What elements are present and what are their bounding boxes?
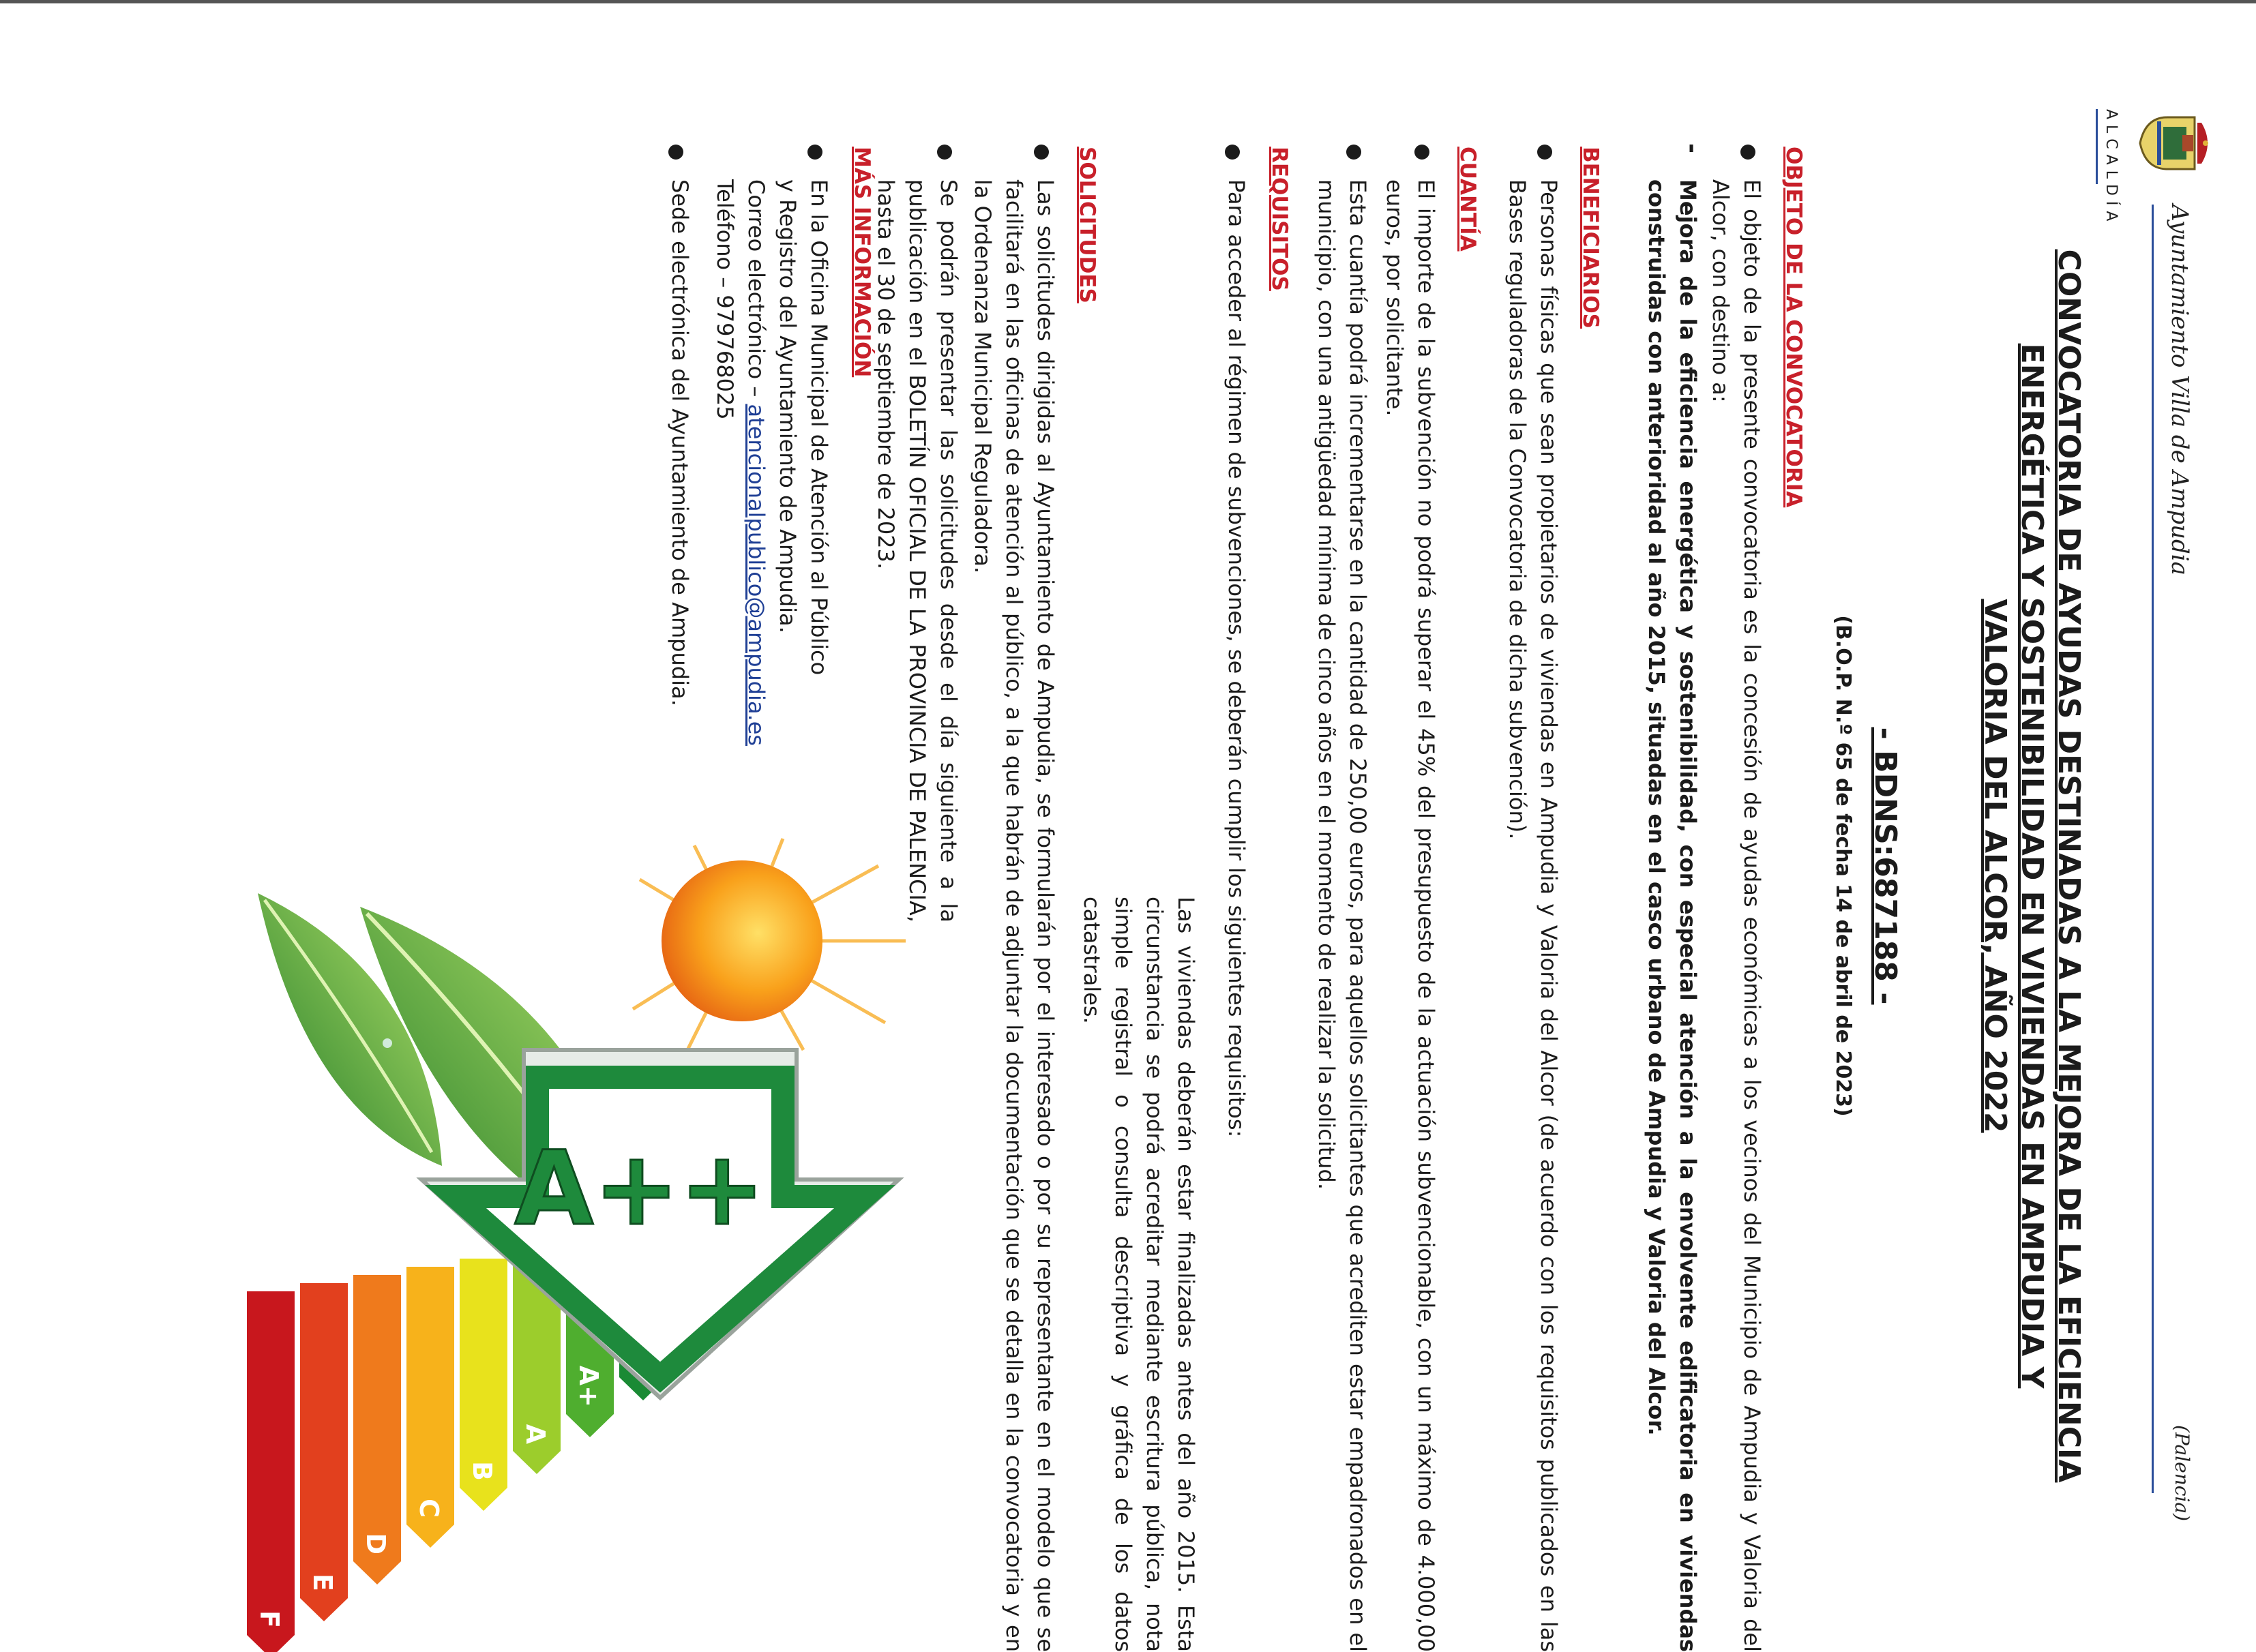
beneficiarios-text: Personas físicas que sean propietarios de viviendas en Ampudia y Valoria del Alcor (de acuerdo con los requisitos publicados en las Bases reguladoras de la Convocatoria de dicha subvención). [1504, 179, 1562, 1652]
rating-bar-label: A+ [574, 1365, 604, 1407]
info-email-row [741, 179, 772, 746]
section-heading-requisitos: REQUISITOS [1267, 147, 1292, 291]
cuantia-text-2: Esta cuantía podrá incrementarse en la cantidad de 250,00 euros, para aquellos solicitantes que acrediten estar empadronados en el municipio, con una antigüedad mínima de cinco años en el momento de realizar la solicitud. [1313, 179, 1371, 1652]
bullet [937, 145, 952, 160]
letterhead-rule [2152, 205, 2154, 1493]
bullet [1740, 145, 1755, 160]
rating-bar-label: C [414, 1499, 444, 1518]
sun-icon [633, 839, 906, 1050]
email-link[interactable]: atencionalpublico@ampudia.es [743, 404, 769, 747]
coat-of-arms-icon [2139, 109, 2214, 177]
info-registry: y Registro del Ayuntamiento de Ampudia. [775, 179, 801, 633]
rating-bar [300, 1283, 348, 1621]
bullet [1414, 145, 1429, 160]
document-title [1976, 157, 2087, 1575]
title-line: CONVOCATORIA DE AYUDAS DESTINADAS A LA MEJORA DE LA EFICIENCIA [2051, 249, 2086, 1483]
dash-marker: - [1678, 143, 1706, 153]
info-sede: Sede electrónica del Ayuntamiento de Ampudia. [667, 179, 693, 706]
section-heading-objeto: OBJETO DE LA CONVOCATORIA [1781, 147, 1806, 508]
rating-label: A++ [514, 1130, 765, 1248]
bop-reference: (B.O.P. N.º 65 de fecha 14 de abril de 2023) [1831, 615, 1855, 1117]
cuantia-text-1: El importe de la subvención no podrá superar el 45% del presupuesto de la actuación subvencionable, con un máximo de 4.000,00 euros, por solicitante. [1382, 179, 1439, 1652]
section-heading-info: MÁS INFORMACIÓN [850, 147, 874, 378]
rating-bar-label: B [467, 1461, 497, 1481]
objeto-text: El objeto de la presente convocatoria es la concesión de ayudas económicas a los vecinos del Municipio de Ampudia y Valoria del Alcor, con destino a: [1708, 179, 1765, 1652]
info-phone: Teléfono – 979768025 [712, 179, 738, 420]
rating-bar-label: A [520, 1424, 550, 1444]
objeto-highlight: Mejora de la eficiencia energética y sostenibilidad, con especial atención a la envolvente edificatoria en viviendas construidas con anterioridad al año 2015, situadas en el casco urbano de Ampudia y Valoria del Alcor. [1644, 179, 1701, 1652]
solicitudes-text-2: Se podrán presentar las solicitudes desde el día siguiente a la publicación en el BOLETÍN OFICIAL DE LA PROVINCIA DE PALENCIA, hasta el 30 de septiembre de 2023. [873, 179, 962, 922]
requisitos-text-2: Las viviendas deberán estar finalizadas antes del año 2015. Esta circunstancia se podrá acreditar mediante escritura pública, nota simple registral o consulta descriptiva y gráfica de los datos catastrales. [1079, 897, 1199, 1652]
info-office: En la Oficina Municipal de Atención al Público [806, 179, 832, 676]
office-label: ALCALDÍA [2103, 109, 2120, 227]
bullet [1225, 145, 1240, 160]
bullet [668, 145, 683, 160]
bullet [1346, 145, 1361, 160]
rating-bar [247, 1291, 295, 1652]
municipality-name: Ayuntamiento Villa de Ampudia [2166, 205, 2193, 575]
section-heading-solicitudes: SOLICITUDES [1075, 147, 1099, 303]
email-label: Correo electrónico – [743, 179, 769, 397]
province-label: (Palencia) [2171, 1425, 2193, 1522]
title-line: VALORIA DEL ALCOR, AÑO 2022 [1978, 599, 2013, 1133]
bdns-code: - BDNS:687188 - [1868, 727, 1903, 1005]
section-heading-cuantia: CUANTÍA [1455, 147, 1480, 252]
rating-bar-label: F [254, 1610, 284, 1628]
bullet [1537, 145, 1552, 160]
rating-bar-label: D [361, 1533, 391, 1555]
rating-bar-label: E [308, 1574, 338, 1591]
bullet [1034, 145, 1049, 160]
title-line: ENERGÉTICA Y SOSTENIBILIDAD EN VIVIENDAS EN AMPUDIA Y [2015, 343, 2049, 1389]
office-rule [2096, 109, 2098, 184]
section-heading-beneficiarios: BENEFICIARIOS [1578, 147, 1603, 329]
requisitos-text-1: Para acceder al régimen de subvenciones, se deberán cumplir los siguientes requisitos: [1223, 179, 1249, 1138]
solicitudes-text-1: Las solicitudes dirigidas al Ayuntamiento de Ampudia, se formularán por el interesado o por su representante en el modelo que se facilitará en las oficinas de atención al público, a la que habrán de adjuntar la documentación que se detalla en la convocatoria y en la Ordenanza Municipal Reguladora. [970, 179, 1058, 1652]
bullet [807, 145, 822, 160]
energy-rating-emblem [237, 825, 960, 1628]
